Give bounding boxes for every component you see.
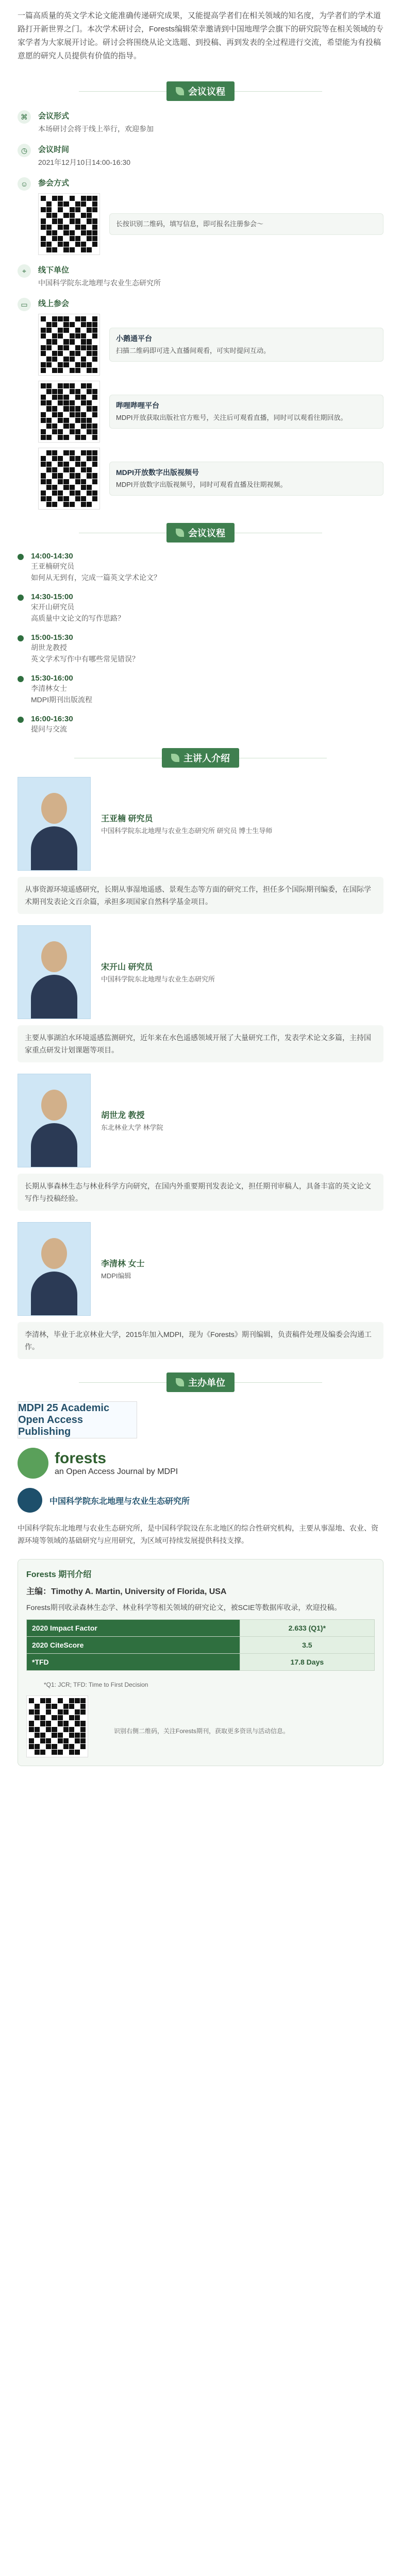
section-speakers [0, 748, 401, 768]
section-title [166, 523, 235, 543]
forests-logo [18, 1448, 178, 1479]
divider [79, 1382, 166, 1383]
forests-subtitle: an Open Access Journal by MDPI [55, 1467, 178, 1476]
speaker-bio: 李清林，毕业于北京林业大学，2015年加入MDPI，现为《Forests》期刊编辑，负责稿件处理及编委会沟通工作。 [18, 1322, 383, 1359]
section-hosts [0, 1372, 401, 1392]
section-title-text: 会议议程 [188, 87, 225, 97]
xiaoetong-qr-code[interactable] [38, 314, 100, 376]
agenda-time: 15:30-16:00 [31, 674, 73, 683]
info-join [18, 177, 383, 255]
qr-row-3 [38, 448, 383, 510]
xiaoetong-card [109, 328, 383, 362]
timeline-dot-icon [18, 554, 24, 560]
mdpi-logo [18, 1401, 137, 1438]
host-title: 线下单位 [38, 266, 70, 275]
speaker-bio: 从事资源环境遥感研究，长期从事湿地遥感、景观生态等方面的研究工作，担任多个国际期刊编委，在国际学术期刊发表论文百余篇，承担多项国家自然科学基金项目。 [18, 877, 383, 914]
mdpi-video-card [109, 462, 383, 496]
agenda-item [18, 592, 383, 624]
journal-title: Forests 期刊介绍 [26, 1570, 92, 1579]
info-format [18, 110, 383, 134]
journal-metrics-table [26, 1619, 375, 1671]
host-text: 中国科学院东北地理与农业生态研究所 [38, 279, 161, 287]
speaker-title: 东北林业大学 林学院 [101, 1123, 163, 1131]
divider [235, 91, 322, 92]
calendar-icon: ⌘ [18, 110, 31, 124]
section-title-text: 主办单位 [188, 1378, 225, 1388]
agenda-time: 16:00-16:30 [31, 715, 73, 723]
format-title: 会议形式 [38, 112, 70, 121]
speaker-card [18, 777, 383, 914]
time-title: 会议时间 [38, 145, 70, 154]
org-intro: 中国科学院东北地理与农业生态研究所，是中国科学院设在东北地区的综合性研究机构，主要从事湿地、农业、资源环境等领域的基础研究与应用研究，为区域可持续发展提供科技支撑。 [18, 1524, 378, 1545]
table-row [27, 1637, 375, 1654]
bilibili-card [109, 395, 383, 429]
agenda-item [18, 674, 383, 705]
agenda-item [18, 633, 383, 665]
speaker-bio: 主要从事湖泊水环境遥感监测研究，近年来在水色遥感领域开展了大量研究工作，发表学术论文多篇，主持国家重点研发计划课题等项目。 [18, 1025, 383, 1062]
forests-qr-code[interactable] [26, 1696, 88, 1757]
speaker-photo [18, 777, 91, 871]
online-title: 线上参会 [38, 299, 70, 308]
speaker-name: 李清林 女士 [101, 1259, 145, 1268]
conference-info [18, 110, 383, 510]
agenda-speaker: 胡世龙教授 [31, 643, 67, 652]
speaker-title: 中国科学院东北地理与农业生态研究所 研究员 博士生导师 [101, 826, 273, 835]
speaker-title: 中国科学院东北地理与农业生态研究所 [101, 975, 215, 983]
section-title [166, 81, 235, 101]
speaker-bio: 长期从事森林生态与林业科学方向研究，在国内外重要期刊发表论文，担任期刊审稿人，具备丰富的英文论文写作与投稿经验。 [18, 1174, 383, 1211]
info-time [18, 144, 383, 168]
divider [79, 91, 166, 92]
user-icon: ☺ [18, 177, 31, 191]
journal-text: Forests期刊收录森林生态学、林业科学等相关领域的研究论文，被SCIE等数据库收录，欢迎投稿。 [26, 1603, 342, 1612]
join-card [109, 213, 383, 235]
agenda-time: 14:00-14:30 [31, 552, 73, 561]
agenda-item [18, 552, 383, 583]
table-row [27, 1620, 375, 1637]
cas-emblem-icon [18, 1488, 42, 1513]
timeline-dot-icon [18, 595, 24, 601]
mdpi-video-text: MDPI开放数字出版视频号，同时可观看直播及往期视频。 [116, 481, 287, 488]
agenda-detail: 高质量中文论文的写作思路？ [31, 614, 125, 622]
speaker-photo [18, 1222, 91, 1316]
join-title: 参会方式 [38, 179, 70, 188]
speaker-name: 宋开山 研究员 [101, 962, 153, 972]
forests-title: forests [55, 1450, 107, 1467]
agenda-speaker: 宋开山研究员 [31, 603, 74, 611]
section-conference [0, 81, 401, 101]
metrics-footnote: *Q1: JCR; TFD: Time to First Decision [44, 1681, 148, 1688]
intro-text: 一篇高质量的英文学术论文能准确传递研究成果，又能提高学者们在相关领域的知名度，为学者们的学术道路打开新世界之门。本次学术研讨会，Forests编辑荣幸邀请到中国地理学会旗下的研究院等在相关领域的专家学者为大家展开讨论。研讨会将围绕从论文选题、到投稿、再到发表的全过程进行交流，希望能为有投稿意愿的研究人员提供有价值的指导。 [18, 11, 384, 60]
speaker-name: 王亚楠 研究员 [101, 814, 153, 823]
footer-contact: 识别右侧二维码，关注Forests期刊，获取更多资讯与活动信息。 [114, 1727, 290, 1735]
section-agenda [0, 523, 401, 543]
qr-row-2 [38, 381, 383, 443]
qr-row-1 [38, 314, 383, 376]
monitor-icon: ▭ [18, 298, 31, 311]
agenda-time: 14:30-15:00 [31, 592, 73, 601]
agenda-detail: 如何从无到有，完成一篇英文学术论文？ [31, 573, 161, 582]
agenda-speaker: 李清林女士 [31, 684, 67, 692]
metric-value: 2.633 (Q1)* [240, 1620, 374, 1637]
timeline-dot-icon [18, 635, 24, 641]
timeline-dot-icon [18, 676, 24, 682]
speaker-photo [18, 925, 91, 1019]
leaf-icon [176, 87, 184, 95]
metric-label: *TFD [27, 1654, 240, 1671]
host-logos [18, 1401, 383, 1513]
speaker-card [18, 1074, 383, 1211]
speaker-card [18, 1222, 383, 1359]
table-row [27, 1654, 375, 1671]
section-title [162, 748, 239, 768]
info-host [18, 264, 383, 289]
speaker-name: 胡世龙 教授 [101, 1111, 145, 1120]
agenda-item [18, 715, 383, 735]
speaker-title: MDPI编辑 [101, 1272, 131, 1280]
leaf-icon [171, 754, 179, 762]
journal-card [18, 1559, 383, 1766]
metric-value: 17.8 Days [240, 1654, 374, 1671]
xiaoetong-text: 扫描二维码即可进入直播间观看，可实时提问互动。 [116, 347, 271, 354]
cas-text: 中国科学院东北地理与农业生态研究所 [49, 1497, 190, 1506]
speaker-card [18, 925, 383, 1062]
agenda-detail: MDPI期刊出版流程 [31, 696, 92, 704]
intro [0, 0, 401, 68]
agenda-speaker: 提问与交流 [31, 725, 67, 733]
journal-editor: 主编：Timothy A. Martin, University of Florida, USA [26, 1587, 227, 1596]
mdpi-video-title: MDPI开放数字出版视频号 [116, 468, 199, 477]
metric-value: 3.5 [240, 1637, 374, 1654]
section-title-text: 会议议程 [188, 528, 225, 538]
leaf-icon [176, 529, 184, 537]
bilibili-title: 哔哩哔哩平台 [116, 401, 159, 410]
time-text: 2021年12月10日14:00-16:30 [38, 158, 131, 166]
cas-logo [18, 1488, 383, 1513]
bilibili-text: MDPI开放获取出版社官方账号，关注后可观看直播，同时可以观看往期回放。 [116, 414, 347, 421]
agenda-list [18, 552, 383, 735]
mdpi-video-qr-code[interactable] [38, 448, 100, 510]
agenda-detail: 英文学术写作中有哪些常见错误？ [31, 655, 139, 663]
metric-label: 2020 Impact Factor [27, 1620, 240, 1637]
info-online [18, 298, 383, 510]
speaker-photo [18, 1074, 91, 1167]
section-title [166, 1372, 235, 1392]
section-title-text: 主讲人介绍 [183, 753, 230, 764]
forests-leaf-icon [18, 1448, 48, 1479]
format-text: 本场研讨会将于线上举行，欢迎参加 [38, 125, 154, 133]
timeline-dot-icon [18, 717, 24, 723]
join-text: 长按识别二维码，填写信息，即可报名注册参会～ [116, 220, 264, 228]
metric-label: 2020 CiteScore [27, 1637, 240, 1654]
bilibili-qr-code[interactable] [38, 381, 100, 443]
xiaoetong-title: 小鹅通平台 [116, 334, 152, 343]
leaf-icon [176, 1378, 184, 1386]
agenda-time: 15:00-15:30 [31, 633, 73, 642]
clock-icon: ◷ [18, 144, 31, 157]
mdpi-logo-text: MDPI 25 Academic Open Access Publishing [18, 1402, 110, 1437]
register-qr-code[interactable] [38, 193, 100, 255]
agenda-speaker: 王亚楠研究员 [31, 562, 74, 570]
divider [235, 1382, 322, 1383]
location-icon: ⌖ [18, 264, 31, 278]
